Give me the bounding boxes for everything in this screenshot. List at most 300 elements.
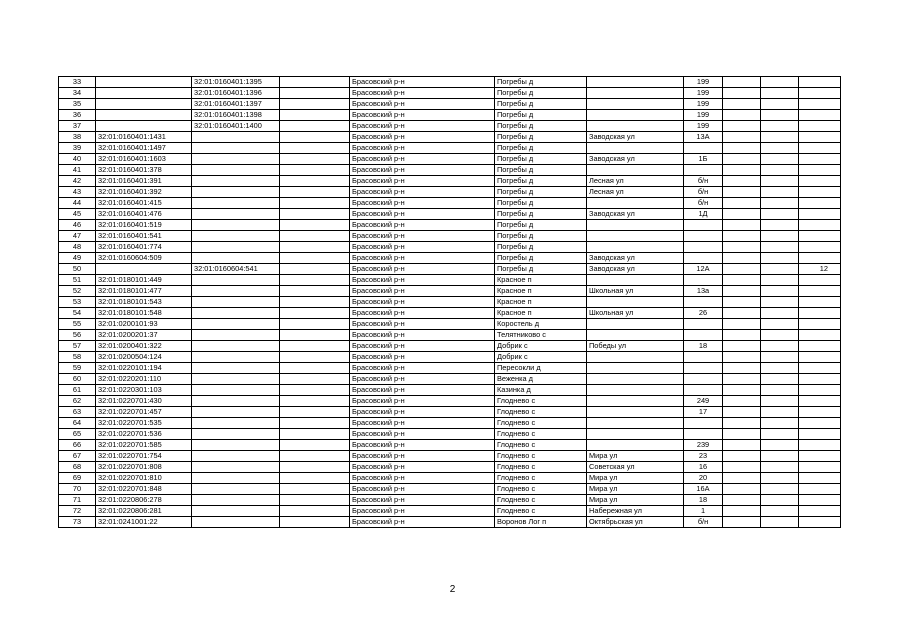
blank-cell bbox=[280, 275, 350, 286]
settlement-cell: Погребы д bbox=[495, 220, 587, 231]
blank-cell bbox=[280, 363, 350, 374]
district-cell: Брасовский р-н bbox=[350, 286, 495, 297]
cadastral-number-cell: 32:01:0220806:281 bbox=[96, 506, 192, 517]
row-number-cell: 68 bbox=[59, 462, 96, 473]
extra-1-cell bbox=[723, 396, 761, 407]
house-number-cell bbox=[684, 165, 723, 176]
extra-2-cell bbox=[761, 77, 799, 88]
cadastral-number-cell: 32:01:0220701:536 bbox=[96, 429, 192, 440]
district-cell: Брасовский р-н bbox=[350, 418, 495, 429]
extra-1-cell bbox=[723, 154, 761, 165]
cadastral-number-alt-cell: 32:01:0160401:1398 bbox=[192, 110, 280, 121]
settlement-cell: Погребы д bbox=[495, 121, 587, 132]
district-cell: Брасовский р-н bbox=[350, 198, 495, 209]
extra-2-cell bbox=[761, 506, 799, 517]
extra-3-cell bbox=[799, 121, 841, 132]
extra-2-cell bbox=[761, 484, 799, 495]
district-cell: Брасовский р-н bbox=[350, 308, 495, 319]
extra-2-cell bbox=[761, 385, 799, 396]
extra-2-cell bbox=[761, 451, 799, 462]
house-number-cell: 1Б bbox=[684, 154, 723, 165]
table-row bbox=[59, 154, 841, 165]
street-cell: Заводская ул bbox=[587, 264, 684, 275]
settlement-cell: Погребы д bbox=[495, 198, 587, 209]
row-number-cell: 61 bbox=[59, 385, 96, 396]
extra-1-cell bbox=[723, 264, 761, 275]
extra-2-cell bbox=[761, 462, 799, 473]
house-number-cell bbox=[684, 242, 723, 253]
blank-cell bbox=[280, 407, 350, 418]
row-number-cell: 38 bbox=[59, 132, 96, 143]
table-row bbox=[59, 319, 841, 330]
blank-cell bbox=[280, 88, 350, 99]
blank-cell bbox=[280, 286, 350, 297]
row-number-cell: 49 bbox=[59, 253, 96, 264]
row-number-cell: 33 bbox=[59, 77, 96, 88]
extra-1-cell bbox=[723, 165, 761, 176]
cadastral-number-cell: 32:01:0160401:392 bbox=[96, 187, 192, 198]
extra-3-cell bbox=[799, 187, 841, 198]
street-cell: Октябрьская ул bbox=[587, 517, 684, 528]
row-number-cell: 35 bbox=[59, 99, 96, 110]
cadastral-number-alt-cell bbox=[192, 451, 280, 462]
table-body bbox=[59, 77, 841, 528]
street-cell: Мира ул bbox=[587, 473, 684, 484]
cadastral-number-cell: 32:01:0220701:848 bbox=[96, 484, 192, 495]
house-number-cell: 199 bbox=[684, 110, 723, 121]
table-row bbox=[59, 374, 841, 385]
table-row bbox=[59, 429, 841, 440]
blank-cell bbox=[280, 462, 350, 473]
cadastral-number-cell: 32:01:0220701:754 bbox=[96, 451, 192, 462]
blank-cell bbox=[280, 418, 350, 429]
extra-3-cell bbox=[799, 396, 841, 407]
settlement-cell: Глоднево с bbox=[495, 429, 587, 440]
cadastral-number-alt-cell bbox=[192, 198, 280, 209]
extra-1-cell bbox=[723, 374, 761, 385]
street-cell bbox=[587, 385, 684, 396]
row-number-cell: 44 bbox=[59, 198, 96, 209]
settlement-cell: Погребы д bbox=[495, 88, 587, 99]
extra-3-cell bbox=[799, 473, 841, 484]
house-number-cell bbox=[684, 143, 723, 154]
extra-3-cell bbox=[799, 517, 841, 528]
cadastral-number-alt-cell bbox=[192, 363, 280, 374]
district-cell: Брасовский р-н bbox=[350, 275, 495, 286]
cadastral-number-alt-cell: 32:01:0160401:1395 bbox=[192, 77, 280, 88]
extra-3-cell bbox=[799, 308, 841, 319]
extra-2-cell bbox=[761, 220, 799, 231]
cadastral-number-cell bbox=[96, 110, 192, 121]
cadastral-number-cell: 32:01:0160401:415 bbox=[96, 198, 192, 209]
street-cell bbox=[587, 88, 684, 99]
extra-2-cell bbox=[761, 396, 799, 407]
extra-2-cell bbox=[761, 352, 799, 363]
table-row bbox=[59, 506, 841, 517]
row-number-cell: 69 bbox=[59, 473, 96, 484]
extra-2-cell bbox=[761, 231, 799, 242]
row-number-cell: 56 bbox=[59, 330, 96, 341]
extra-1-cell bbox=[723, 341, 761, 352]
cadastral-number-cell: 32:01:0200201:37 bbox=[96, 330, 192, 341]
extra-1-cell bbox=[723, 363, 761, 374]
district-cell: Брасовский р-н bbox=[350, 319, 495, 330]
row-number-cell: 71 bbox=[59, 495, 96, 506]
cadastral-number-alt-cell bbox=[192, 165, 280, 176]
district-cell: Брасовский р-н bbox=[350, 506, 495, 517]
blank-cell bbox=[280, 374, 350, 385]
extra-3-cell bbox=[799, 253, 841, 264]
district-cell: Брасовский р-н bbox=[350, 88, 495, 99]
house-number-cell: б/н bbox=[684, 176, 723, 187]
extra-1-cell bbox=[723, 440, 761, 451]
extra-1-cell bbox=[723, 297, 761, 308]
table-row bbox=[59, 352, 841, 363]
cadastral-number-cell: 32:01:0160401:378 bbox=[96, 165, 192, 176]
settlement-cell: Погребы д bbox=[495, 242, 587, 253]
cadastral-number-cell: 32:01:0241001:22 bbox=[96, 517, 192, 528]
district-cell: Брасовский р-н bbox=[350, 363, 495, 374]
blank-cell bbox=[280, 506, 350, 517]
extra-3-cell bbox=[799, 165, 841, 176]
extra-2-cell bbox=[761, 429, 799, 440]
extra-2-cell bbox=[761, 242, 799, 253]
house-number-cell: 26 bbox=[684, 308, 723, 319]
cadastral-number-cell: 32:01:0220301:103 bbox=[96, 385, 192, 396]
cadastral-number-alt-cell bbox=[192, 374, 280, 385]
street-cell bbox=[587, 374, 684, 385]
row-number-cell: 34 bbox=[59, 88, 96, 99]
row-number-cell: 39 bbox=[59, 143, 96, 154]
row-number-cell: 54 bbox=[59, 308, 96, 319]
extra-1-cell bbox=[723, 143, 761, 154]
extra-3-cell bbox=[799, 209, 841, 220]
extra-2-cell bbox=[761, 330, 799, 341]
street-cell: Мира ул bbox=[587, 451, 684, 462]
district-cell: Брасовский р-н bbox=[350, 154, 495, 165]
cadastral-number-cell bbox=[96, 77, 192, 88]
blank-cell bbox=[280, 231, 350, 242]
house-number-cell: 199 bbox=[684, 99, 723, 110]
cadastral-number-cell: 32:01:0160401:541 bbox=[96, 231, 192, 242]
table-row bbox=[59, 143, 841, 154]
district-cell: Брасовский р-н bbox=[350, 242, 495, 253]
street-cell bbox=[587, 242, 684, 253]
street-cell bbox=[587, 121, 684, 132]
settlement-cell: Глоднево с bbox=[495, 418, 587, 429]
cadastral-number-alt-cell bbox=[192, 352, 280, 363]
house-number-cell: 13а bbox=[684, 286, 723, 297]
house-number-cell: б/н bbox=[684, 517, 723, 528]
row-number-cell: 65 bbox=[59, 429, 96, 440]
row-number-cell: 73 bbox=[59, 517, 96, 528]
extra-3-cell bbox=[799, 154, 841, 165]
cadastral-number-alt-cell: 32:01:0160401:1396 bbox=[192, 88, 280, 99]
house-number-cell bbox=[684, 231, 723, 242]
settlement-cell: Добрик с bbox=[495, 341, 587, 352]
row-number-cell: 37 bbox=[59, 121, 96, 132]
cadastral-number-cell: 32:01:0220101:194 bbox=[96, 363, 192, 374]
row-number-cell: 60 bbox=[59, 374, 96, 385]
district-cell: Брасовский р-н bbox=[350, 121, 495, 132]
blank-cell bbox=[280, 121, 350, 132]
table-row bbox=[59, 407, 841, 418]
street-cell bbox=[587, 198, 684, 209]
cadastral-number-cell: 32:01:0220701:535 bbox=[96, 418, 192, 429]
row-number-cell: 66 bbox=[59, 440, 96, 451]
cadastral-number-alt-cell bbox=[192, 308, 280, 319]
extra-3-cell bbox=[799, 495, 841, 506]
extra-2-cell bbox=[761, 88, 799, 99]
district-cell: Брасовский р-н bbox=[350, 517, 495, 528]
cadastral-number-cell: 32:01:0160401:519 bbox=[96, 220, 192, 231]
house-number-cell: 199 bbox=[684, 88, 723, 99]
district-cell: Брасовский р-н bbox=[350, 385, 495, 396]
extra-1-cell bbox=[723, 484, 761, 495]
table-row bbox=[59, 495, 841, 506]
extra-1-cell bbox=[723, 418, 761, 429]
extra-3-cell bbox=[799, 462, 841, 473]
extra-1-cell bbox=[723, 330, 761, 341]
blank-cell bbox=[280, 132, 350, 143]
table-row bbox=[59, 132, 841, 143]
row-number-cell: 42 bbox=[59, 176, 96, 187]
row-number-cell: 58 bbox=[59, 352, 96, 363]
blank-cell bbox=[280, 330, 350, 341]
table-row bbox=[59, 88, 841, 99]
blank-cell bbox=[280, 352, 350, 363]
house-number-cell: 12А bbox=[684, 264, 723, 275]
cadastral-number-alt-cell bbox=[192, 209, 280, 220]
row-number-cell: 70 bbox=[59, 484, 96, 495]
row-number-cell: 63 bbox=[59, 407, 96, 418]
extra-1-cell bbox=[723, 451, 761, 462]
district-cell: Брасовский р-н bbox=[350, 143, 495, 154]
street-cell: Школьная ул bbox=[587, 308, 684, 319]
house-number-cell bbox=[684, 220, 723, 231]
house-number-cell bbox=[684, 352, 723, 363]
street-cell: Мира ул bbox=[587, 495, 684, 506]
street-cell: Заводская ул bbox=[587, 132, 684, 143]
extra-3-cell bbox=[799, 286, 841, 297]
cadastral-number-alt-cell: 32:01:0160604:541 bbox=[192, 264, 280, 275]
cadastral-number-alt-cell bbox=[192, 385, 280, 396]
settlement-cell: Погребы д bbox=[495, 143, 587, 154]
extra-1-cell bbox=[723, 495, 761, 506]
house-number-cell bbox=[684, 275, 723, 286]
district-cell: Брасовский р-н bbox=[350, 231, 495, 242]
table-row bbox=[59, 187, 841, 198]
extra-3-cell bbox=[799, 176, 841, 187]
extra-3-cell bbox=[799, 451, 841, 462]
blank-cell bbox=[280, 319, 350, 330]
extra-3-cell bbox=[799, 88, 841, 99]
cadastral-number-cell bbox=[96, 99, 192, 110]
extra-2-cell bbox=[761, 253, 799, 264]
extra-2-cell bbox=[761, 165, 799, 176]
settlement-cell: Глоднево с bbox=[495, 440, 587, 451]
settlement-cell: Коростель д bbox=[495, 319, 587, 330]
street-cell: Заводская ул bbox=[587, 209, 684, 220]
extra-3-cell bbox=[799, 319, 841, 330]
house-number-cell: 1Д bbox=[684, 209, 723, 220]
blank-cell bbox=[280, 341, 350, 352]
table-row bbox=[59, 253, 841, 264]
extra-1-cell bbox=[723, 506, 761, 517]
settlement-cell: Погребы д bbox=[495, 264, 587, 275]
blank-cell bbox=[280, 77, 350, 88]
district-cell: Брасовский р-н bbox=[350, 352, 495, 363]
blank-cell bbox=[280, 308, 350, 319]
settlement-cell: Добрик с bbox=[495, 352, 587, 363]
extra-3-cell bbox=[799, 440, 841, 451]
house-number-cell: 13А bbox=[684, 132, 723, 143]
district-cell: Брасовский р-н bbox=[350, 132, 495, 143]
extra-2-cell bbox=[761, 286, 799, 297]
extra-2-cell bbox=[761, 308, 799, 319]
row-number-cell: 48 bbox=[59, 242, 96, 253]
row-number-cell: 67 bbox=[59, 451, 96, 462]
blank-cell bbox=[280, 484, 350, 495]
cadastral-number-alt-cell bbox=[192, 187, 280, 198]
settlement-cell: Погребы д bbox=[495, 99, 587, 110]
extra-1-cell bbox=[723, 121, 761, 132]
extra-2-cell bbox=[761, 374, 799, 385]
district-cell: Брасовский р-н bbox=[350, 209, 495, 220]
district-cell: Брасовский р-н bbox=[350, 77, 495, 88]
cadastral-number-alt-cell: 32:01:0160401:1400 bbox=[192, 121, 280, 132]
extra-1-cell bbox=[723, 220, 761, 231]
table-row bbox=[59, 165, 841, 176]
cadastral-number-alt-cell bbox=[192, 319, 280, 330]
table-row bbox=[59, 451, 841, 462]
cadastral-number-alt-cell bbox=[192, 286, 280, 297]
settlement-cell: Казинка д bbox=[495, 385, 587, 396]
district-cell: Брасовский р-н bbox=[350, 220, 495, 231]
house-number-cell: 18 bbox=[684, 341, 723, 352]
extra-3-cell bbox=[799, 297, 841, 308]
street-cell bbox=[587, 165, 684, 176]
extra-3-cell bbox=[799, 231, 841, 242]
extra-3-cell bbox=[799, 341, 841, 352]
extra-1-cell bbox=[723, 242, 761, 253]
house-number-cell: б/н bbox=[684, 198, 723, 209]
settlement-cell: Красное п bbox=[495, 308, 587, 319]
street-cell bbox=[587, 99, 684, 110]
settlement-cell: Пересокли д bbox=[495, 363, 587, 374]
table-row bbox=[59, 308, 841, 319]
blank-cell bbox=[280, 451, 350, 462]
table-row bbox=[59, 341, 841, 352]
row-number-cell: 52 bbox=[59, 286, 96, 297]
cadastral-number-alt-cell bbox=[192, 176, 280, 187]
district-cell: Брасовский р-н bbox=[350, 297, 495, 308]
extra-1-cell bbox=[723, 231, 761, 242]
street-cell bbox=[587, 231, 684, 242]
row-number-cell: 62 bbox=[59, 396, 96, 407]
cadastral-number-cell: 32:01:0160401:391 bbox=[96, 176, 192, 187]
settlement-cell: Погребы д bbox=[495, 176, 587, 187]
table-row bbox=[59, 297, 841, 308]
street-cell bbox=[587, 319, 684, 330]
cadastral-number-alt-cell bbox=[192, 242, 280, 253]
district-cell: Брасовский р-н bbox=[350, 495, 495, 506]
house-number-cell: 18 bbox=[684, 495, 723, 506]
house-number-cell bbox=[684, 385, 723, 396]
table-row bbox=[59, 275, 841, 286]
row-number-cell: 53 bbox=[59, 297, 96, 308]
settlement-cell: Красное п bbox=[495, 297, 587, 308]
extra-3-cell bbox=[799, 506, 841, 517]
row-number-cell: 55 bbox=[59, 319, 96, 330]
table-row bbox=[59, 198, 841, 209]
settlement-cell: Воронов Лог п bbox=[495, 517, 587, 528]
district-cell: Брасовский р-н bbox=[350, 187, 495, 198]
extra-3-cell bbox=[799, 352, 841, 363]
extra-2-cell bbox=[761, 132, 799, 143]
table-row bbox=[59, 231, 841, 242]
cadastral-number-cell: 32:01:0220701:808 bbox=[96, 462, 192, 473]
cadastral-number-alt-cell bbox=[192, 231, 280, 242]
settlement-cell: Погребы д bbox=[495, 165, 587, 176]
extra-2-cell bbox=[761, 319, 799, 330]
house-number-cell: 199 bbox=[684, 121, 723, 132]
cadastral-number-alt-cell bbox=[192, 275, 280, 286]
blank-cell bbox=[280, 429, 350, 440]
cadastral-number-alt-cell: 32:01:0160401:1397 bbox=[192, 99, 280, 110]
street-cell bbox=[587, 396, 684, 407]
street-cell bbox=[587, 77, 684, 88]
blank-cell bbox=[280, 165, 350, 176]
house-number-cell: б/н bbox=[684, 187, 723, 198]
cadastral-number-alt-cell bbox=[192, 440, 280, 451]
extra-3-cell bbox=[799, 99, 841, 110]
house-number-cell bbox=[684, 374, 723, 385]
district-cell: Брасовский р-н bbox=[350, 451, 495, 462]
district-cell: Брасовский р-н bbox=[350, 473, 495, 484]
extra-2-cell bbox=[761, 264, 799, 275]
district-cell: Брасовский р-н bbox=[350, 440, 495, 451]
table-row bbox=[59, 473, 841, 484]
street-cell bbox=[587, 418, 684, 429]
extra-2-cell bbox=[761, 418, 799, 429]
extra-3-cell bbox=[799, 407, 841, 418]
row-number-cell: 50 bbox=[59, 264, 96, 275]
cadastral-number-alt-cell bbox=[192, 220, 280, 231]
cadastral-number-alt-cell bbox=[192, 143, 280, 154]
cadastral-number-cell: 32:01:0160401:476 bbox=[96, 209, 192, 220]
street-cell: Советская ул bbox=[587, 462, 684, 473]
row-number-cell: 41 bbox=[59, 165, 96, 176]
extra-1-cell bbox=[723, 209, 761, 220]
table-row bbox=[59, 77, 841, 88]
street-cell: Победы ул bbox=[587, 341, 684, 352]
house-number-cell bbox=[684, 297, 723, 308]
cadastral-number-cell: 32:01:0160401:1431 bbox=[96, 132, 192, 143]
street-cell bbox=[587, 220, 684, 231]
blank-cell bbox=[280, 143, 350, 154]
cadastral-number-alt-cell bbox=[192, 330, 280, 341]
extra-1-cell bbox=[723, 385, 761, 396]
settlement-cell: Погребы д bbox=[495, 253, 587, 264]
street-cell: Лесная ул bbox=[587, 176, 684, 187]
district-cell: Брасовский р-н bbox=[350, 407, 495, 418]
house-number-cell: 249 bbox=[684, 396, 723, 407]
cadastral-number-cell: 32:01:0180101:548 bbox=[96, 308, 192, 319]
extra-2-cell bbox=[761, 495, 799, 506]
settlement-cell: Погребы д bbox=[495, 231, 587, 242]
cadastral-number-cell: 32:01:0200401:322 bbox=[96, 341, 192, 352]
